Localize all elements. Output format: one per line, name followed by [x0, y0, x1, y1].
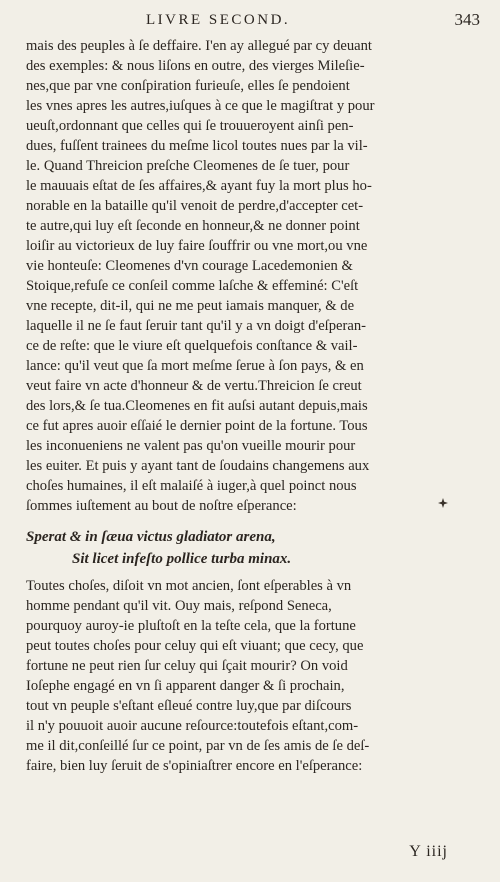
page-body [26, 36, 466, 774]
text-line: le. Quand Threicion preſche Cleomenes de ſe tuer, pour [26, 158, 350, 174]
text-line: norable en la bataille qu'il venoit de perdre,d'accepter cet- [26, 198, 364, 214]
latin-quote [26, 526, 466, 570]
text-line: Toutes choſes, diſoit vn mot ancien, ſont eſperables à vn [26, 578, 352, 594]
text-line: pourquoy auroy-ie pluſtoſt en la teſte cela, que la fortune [26, 618, 356, 634]
text-line: me il dit,conſeillé ſur ce point, par vn de ſes amis de ſe deſ- [26, 738, 370, 754]
text-line: Stoique,refuſe ce conſeil comme laſche & effeminé: C'eſt [26, 278, 359, 294]
page-header [0, 10, 500, 32]
paragraph-2 [26, 576, 466, 776]
text-line: veut faire vn acte d'honneur & de vertu.Threicion ſe creut [26, 378, 362, 394]
text-line: ueuſt,ordonnant que celles qui ſe trouueroyent ainſi pen- [26, 118, 354, 134]
text-line: lance: qu'il veut que ſa mort meſme ſerue à ſon pays, & en [26, 358, 364, 374]
text-line: Ioſephe engagé en vn ſi apparent danger & ſi prochain, [26, 678, 345, 694]
text-line: laquelle il ne ſe faut ſeruir tant qu'il y a vn doigt d'eſperan- [26, 318, 366, 334]
text-line: mais des peuples à ſe deffaire. I'en ay allegué par cy deuant [26, 38, 372, 54]
text-line: ſommes iuſtement au bout de noſtre eſperance: [26, 498, 297, 514]
text-line: peut toutes choſes pour celuy qui eſt viuant; que cecy, que [26, 638, 364, 654]
text-line: des lors,& ſe tua.Cleomenes en fit auſsi autant depuis,mais [26, 398, 368, 414]
ornament-icon [438, 498, 448, 508]
page-number: 343 [454, 10, 480, 29]
text-line: vne recepte, dit-il, qui ne me peut iamais manquer, & de [26, 298, 355, 314]
text-line: le mauuais eſtat de ſes affaires,& ayant fuy la mort plus ho- [26, 178, 372, 194]
text-line: il n'y pouuoit auoir aucune reſource:toutefois eſtant,com- [26, 718, 359, 734]
text-line: les euiter. Et puis y ayant tant de ſoudains changemens aux [26, 458, 370, 474]
text-line: les vnes apres les autres,iuſques à ce que le magiſtrat y pour [26, 98, 375, 114]
text-line: fortune ne peut rien ſur celuy qui ſçait mourir? On void [26, 658, 348, 674]
text-line: des exemples: & nous liſons en outre, des vierges Mileſie- [26, 58, 365, 74]
text-line: ce fut apres auoir eſſaié le dernier point de la fortune. Tous [26, 418, 368, 434]
signature-mark: Y iiij [409, 843, 448, 860]
text-line: homme pendant qu'il vit. Ouy mais, reſpond Seneca, [26, 598, 332, 614]
text-line: ce de reſte: que le viure eſt quelquefois conſtance & vail- [26, 338, 358, 354]
running-head: LIVRE SECOND. [146, 12, 291, 28]
text-line: vie honteuſe: Cleomenes d'vn courage Lacedemonien & [26, 258, 353, 274]
paragraph-1 [26, 36, 466, 516]
text-line: tout vn peuple s'eſtant eſleué contre luy,que par diſcours [26, 698, 352, 714]
quote-line: Sit licet infeſto pollice turba minax. [72, 551, 292, 567]
text-line: dues, fuſſent trainees du meſme licol toutes nues par la vil- [26, 138, 368, 154]
text-line: loiſir au victorieux de luy faire ſouffrir ou vne mort,ou vne [26, 238, 368, 254]
text-line: te autre,qui luy eſt ſeconde en honneur,& ne donner point [26, 218, 360, 234]
quote-line: Sperat & in ſæua victus gladiator arena, [26, 529, 276, 545]
text-line: nes,que par vne conſpiration furieuſe, elles ſe pendoient [26, 78, 350, 94]
text-line: choſes humaines, il eſt malaiſé à iuger,à quel poinct nous [26, 478, 357, 494]
text-line: faire, bien luy ſeruit de s'opiniaſtrer encore en l'eſperance: [26, 758, 363, 774]
text-line: les inconueniens ne valent pas qu'on vueille mourir pour [26, 438, 356, 454]
